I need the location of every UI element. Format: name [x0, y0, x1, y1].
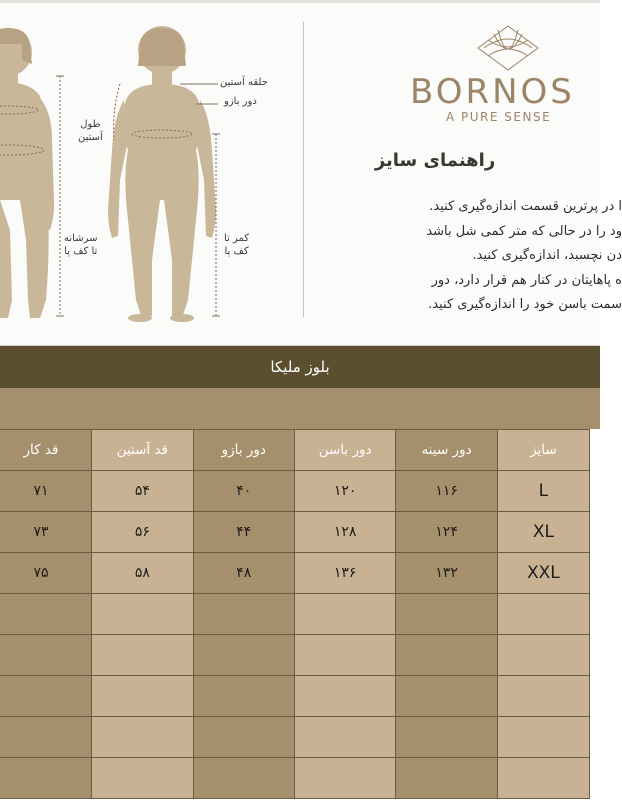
table-row — [0, 717, 590, 758]
measurement-cell — [0, 676, 91, 717]
measurement-cell: ۱۳۲ — [396, 553, 497, 594]
measurement-cell — [0, 758, 91, 799]
body-figures-illustration — [0, 0, 300, 345]
label-sleeve-length: طول آستین — [78, 119, 103, 143]
size-cell — [497, 594, 589, 635]
measurement-cell — [0, 635, 91, 676]
measurement-cell — [396, 758, 497, 799]
measurement-cell — [193, 758, 294, 799]
table-row — [0, 676, 590, 717]
instruction-line: سمت باسن خود را اندازه‌گیری کنید. — [428, 297, 622, 312]
measurement-cell — [294, 635, 396, 676]
label-armhole: حلقه آستین — [220, 77, 268, 88]
table-row — [0, 594, 590, 635]
brand-tagline: A PURE SENSE — [446, 110, 552, 124]
measurement-cell — [91, 758, 193, 799]
measurement-cell — [294, 676, 396, 717]
measurement-cell — [91, 594, 193, 635]
column-header: دور باسن — [294, 430, 396, 471]
column-header: قد کار — [0, 430, 91, 471]
measurement-cell — [294, 758, 396, 799]
measurement-cell: ۴۰ — [193, 471, 294, 512]
measurement-cell: ۵۸ — [91, 553, 193, 594]
measurement-cell — [396, 717, 497, 758]
measurement-cell: ۴۴ — [193, 512, 294, 553]
instruction-line: ا در پرترین قسمت اندازه‌گیری کنید. — [429, 199, 622, 214]
measurement-cell: ۷۱ — [0, 471, 91, 512]
measurement-cell: ۱۲۰ — [294, 471, 396, 512]
table-header-row — [0, 430, 590, 471]
size-cell — [497, 635, 589, 676]
measurement-cell — [193, 676, 294, 717]
column-header: سایز — [497, 430, 589, 471]
measurement-cell — [91, 717, 193, 758]
vertical-divider — [303, 22, 304, 317]
size-cell — [497, 676, 589, 717]
table-spacer-band — [0, 388, 600, 429]
table-row — [0, 635, 590, 676]
size-cell: XL — [497, 512, 589, 553]
size-guide-title-text: راهنمای سایز — [374, 150, 496, 171]
size-cell — [497, 758, 589, 799]
size-cell: XXL — [497, 553, 589, 594]
measurement-cell: ۱۲۴ — [396, 512, 497, 553]
label-waist-to-foot: کمر تا کف پا — [224, 233, 250, 257]
measurement-illustration — [0, 0, 300, 345]
measurement-cell: ۵۴ — [91, 471, 193, 512]
brand-diamond-logo-icon — [476, 24, 540, 72]
measurement-cell — [193, 635, 294, 676]
measurement-cell: ۷۳ — [0, 512, 91, 553]
brand-name: BORNOS — [410, 72, 575, 112]
table-row — [0, 553, 590, 594]
size-guide-header — [0, 0, 622, 346]
measurement-cell: ۱۱۶ — [396, 471, 497, 512]
measurement-cell: ۷۵ — [0, 553, 91, 594]
size-table — [0, 429, 590, 799]
column-header: دور بازو — [193, 430, 294, 471]
measurement-cell — [0, 717, 91, 758]
product-title-bar: بلوز ملیکا — [0, 346, 600, 388]
measurement-cell — [193, 594, 294, 635]
measurement-cell — [0, 594, 91, 635]
measurement-instructions — [322, 195, 622, 318]
measurement-cell — [193, 717, 294, 758]
measurement-cell — [294, 717, 396, 758]
column-header: قد آستین — [91, 430, 193, 471]
measurement-cell — [396, 594, 497, 635]
measurement-cell — [396, 635, 497, 676]
table-row — [0, 471, 590, 512]
measurement-cell — [294, 594, 396, 635]
measurement-cell: ۱۳۶ — [294, 553, 396, 594]
measurement-cell — [396, 676, 497, 717]
instruction-line: ه پاهایتان در کنار هم قرار دارد، دور — [431, 272, 622, 288]
measurement-cell: ۴۸ — [193, 553, 294, 594]
measurement-cell — [91, 635, 193, 676]
size-cell: L — [497, 471, 589, 512]
measurement-cell — [91, 676, 193, 717]
column-header: دور سینه — [396, 430, 497, 471]
measurement-cell: ۵۶ — [91, 512, 193, 553]
size-cell — [497, 717, 589, 758]
table-row — [0, 512, 590, 553]
table-row — [0, 758, 590, 799]
label-upper-arm: دور بازو — [224, 96, 257, 107]
label-shoulder-to-foot: سرشانه تا کف پا — [64, 233, 98, 257]
instruction-line: ود را در حالی که متر کمی شل باشد — [426, 223, 622, 239]
instruction-line: دن نچسبد، اندازه‌گیری کنید. — [472, 248, 622, 263]
measurement-cell: ۱۲۸ — [294, 512, 396, 553]
